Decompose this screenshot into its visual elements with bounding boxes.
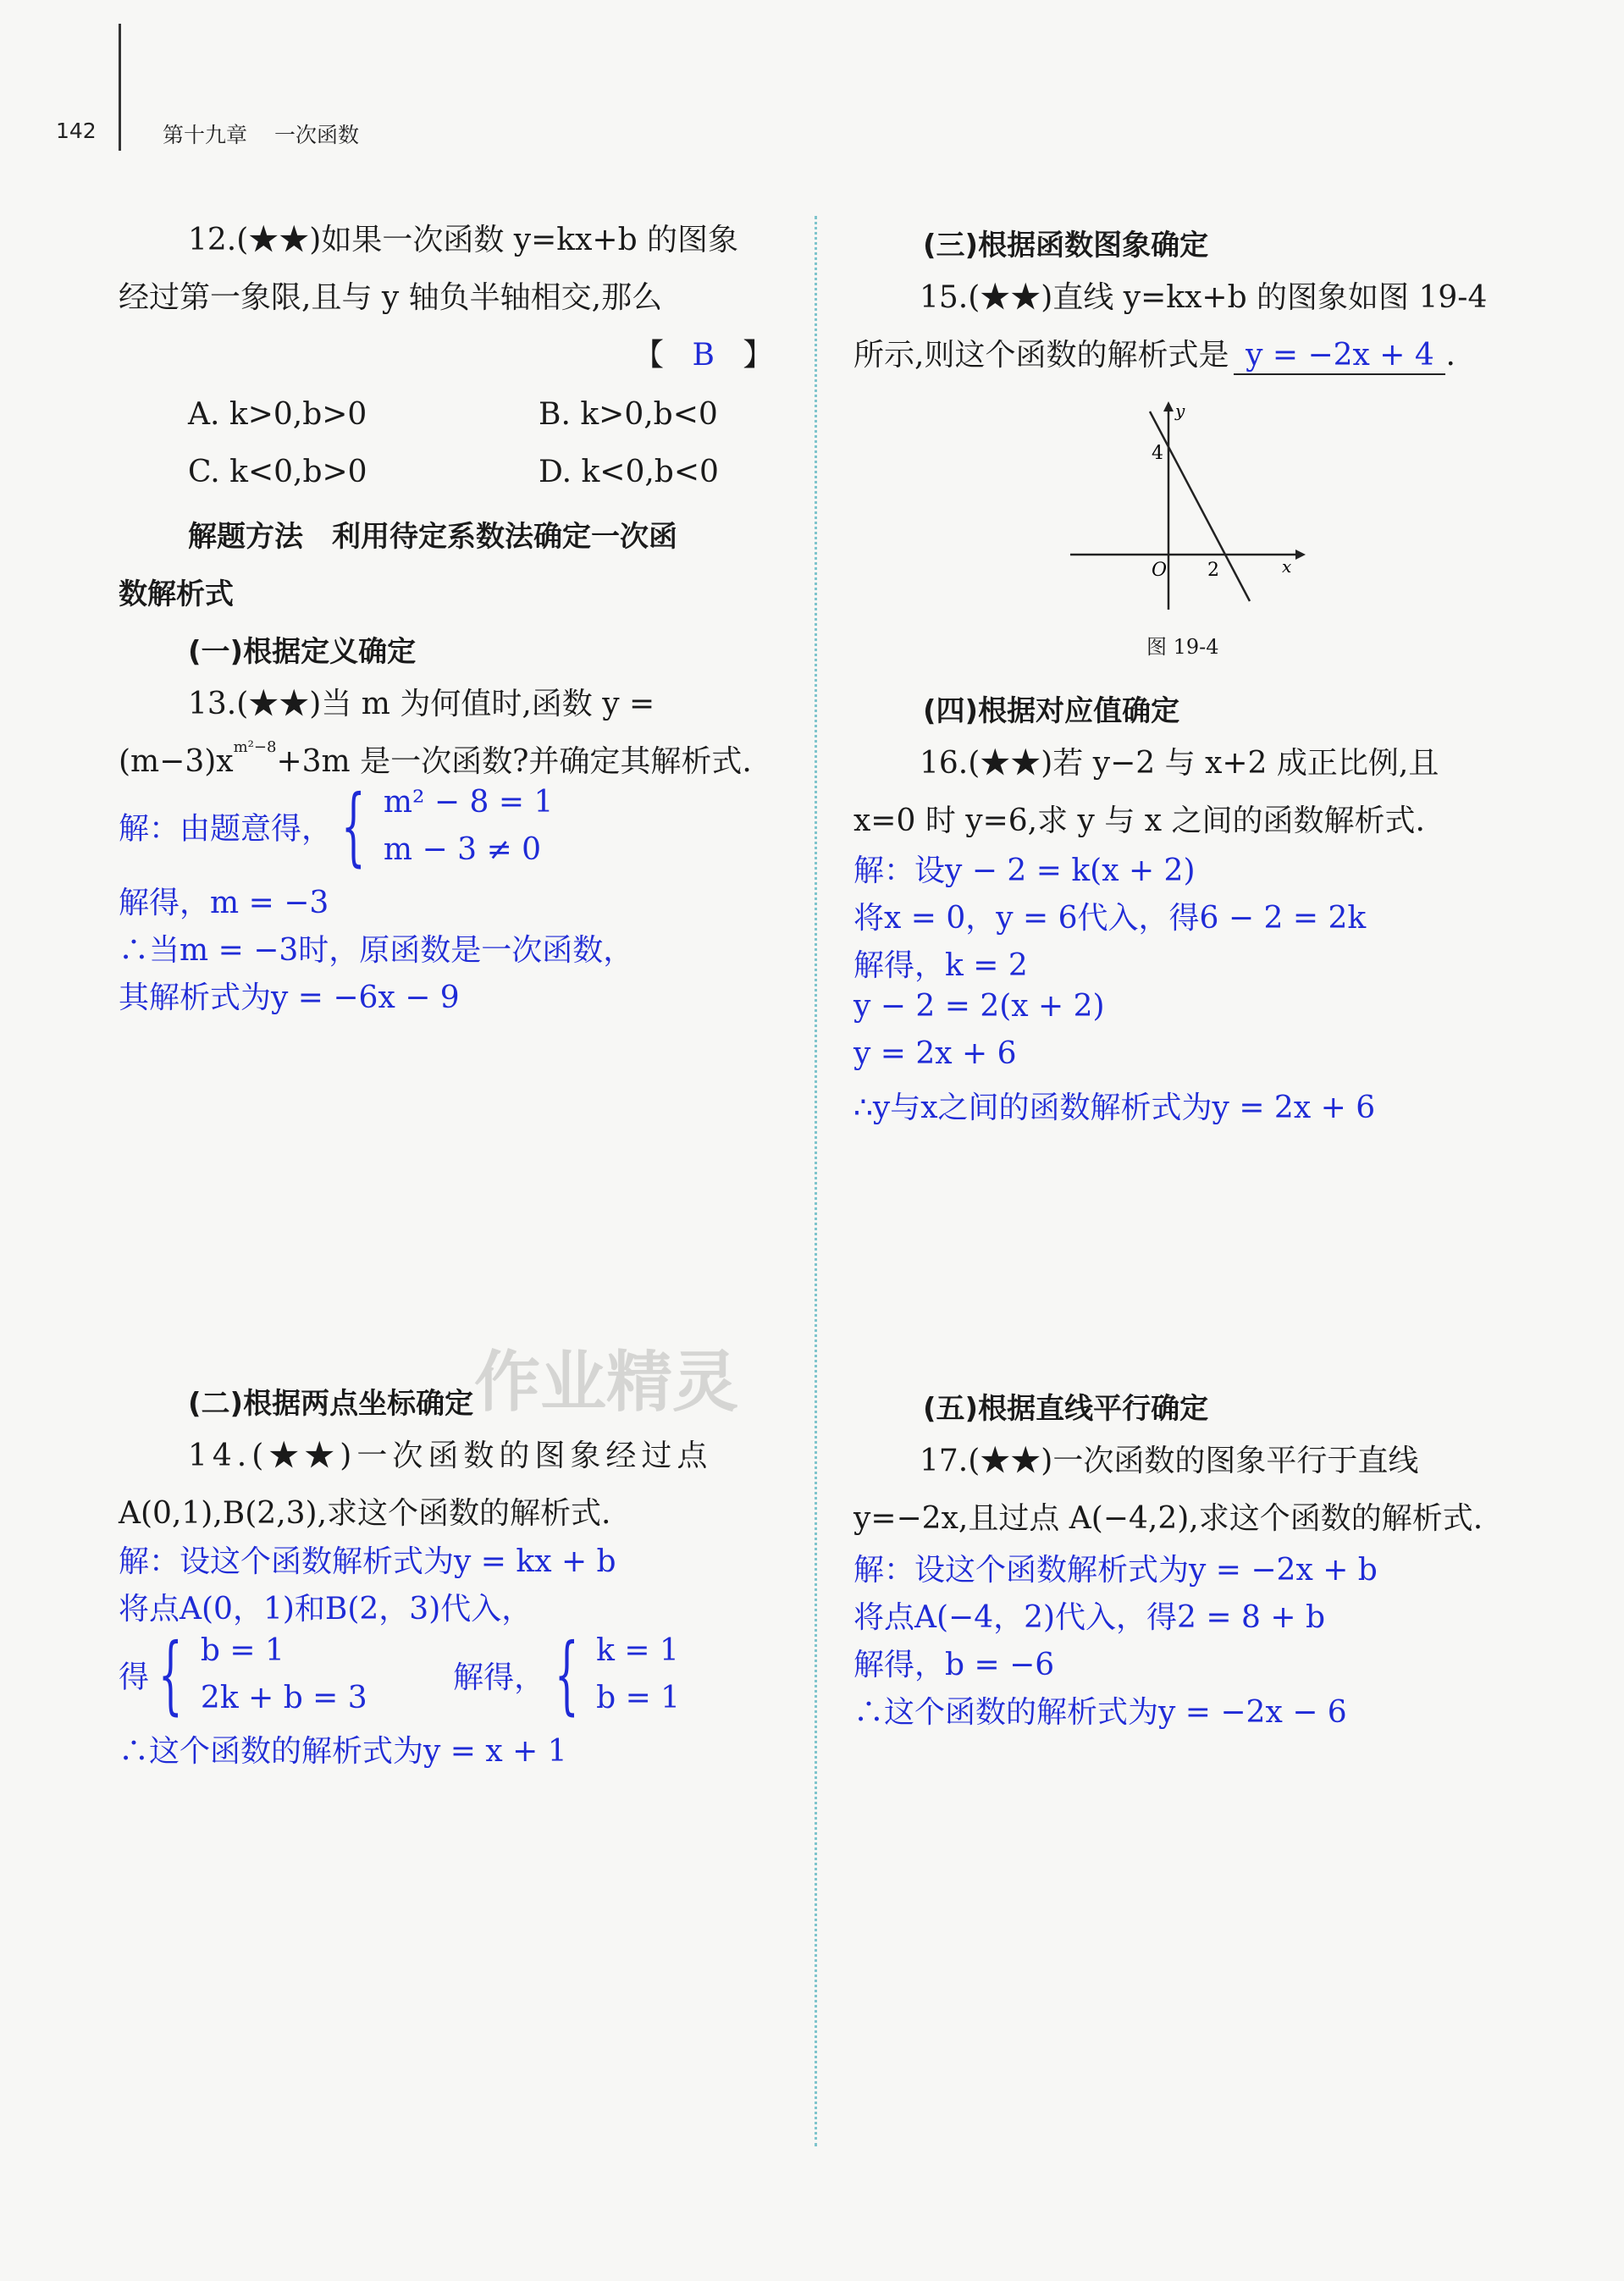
brace: { [341,776,367,875]
q12-option-b: B. k>0,b<0 [539,397,718,432]
q13-exponent: m²−8 [233,738,277,756]
q13-expr-b: +3m 是一次函数?并确定其解析式. [276,744,752,779]
q14-eqA1: b = 1 [200,1633,284,1668]
section-heading-4: (四)根据对应值确定 [923,694,1180,728]
q13-eq1: m² − 8 = 1 [383,785,554,820]
q17-stem-line1: 17.(★★)一次函数的图象平行于直线 [920,1444,1419,1478]
q14-stem-line2: A(0,1),B(2,3),求这个函数的解析式. [119,1496,611,1531]
q14-sol3-prefix: 得 [119,1660,150,1695]
chapter-topic: 一次函数 [273,123,359,147]
brace: { [158,1625,184,1724]
q13-sol4: 其解析式为y = −6x − 9 [119,980,460,1015]
method-line1: 解题方法 利用待定系数法确定一次函 [188,520,677,554]
q16-sol5: y = 2x + 6 [853,1036,1017,1071]
q14-system-b [596,1627,680,1722]
chapter-title [163,119,359,149]
q15-period: . [1445,338,1456,373]
section-heading-2: (二)根据两点坐标确定 [188,1387,474,1421]
q12-option-a: A. k>0,b>0 [188,397,367,432]
column-divider [815,216,817,2146]
x-axis-label: x [1282,556,1292,577]
q14-eqB2: b = 1 [596,1681,681,1715]
q14-sol3-mid: 解得， [453,1660,545,1695]
q14-sol4: ∴这个函数的解析式为y = x + 1 [119,1734,567,1769]
section-heading-5: (五)根据直线平行确定 [923,1392,1209,1426]
origin-label: O [1152,560,1168,581]
q12-stem-line2: 经过第一象限,且与 y 轴负半轴相交,那么 [119,280,663,315]
page-number: 142 [56,119,97,143]
x-axis-arrow [1295,550,1306,560]
q17-sol3: 解得，b = −6 [853,1648,1055,1682]
q13-stem-line1: 13.(★★)当 m 为何值时,函数 y = [188,687,655,721]
y-tick-label: 4 [1152,443,1163,464]
q12-answer: B [692,338,715,373]
q12-option-d: D. k<0,b<0 [539,455,719,489]
q14-eqB1: k = 1 [596,1633,679,1668]
q14-sol2: 将点A(0，1)和B(2，3)代入， [119,1592,533,1627]
y-axis-arrow [1163,401,1174,411]
brace: { [554,1625,579,1724]
q13-sol3: ∴当m = −3时，原函数是一次函数， [119,933,634,968]
q14-system-a [201,1627,367,1722]
y-axis-label: y [1175,400,1185,421]
q14-solution-systems [119,1627,680,1722]
q16-sol2: 将x = 0，y = 6代入，得6 − 2 = 2k [853,901,1367,936]
q13-expr-a: (m−3)x [119,744,234,779]
q13-sol2: 解得，m = −3 [119,886,329,920]
section-heading-3: (三)根据函数图象确定 [923,229,1209,262]
q14-sol1: 解：设这个函数解析式为y = kx + b [119,1544,616,1579]
q15-answer-blank [1234,337,1445,375]
chapter-label: 第十九章 [163,123,248,147]
watermark-center: 作业精灵 [474,1345,739,1421]
q17-stem-line2: y=−2x,且过点 A(−4,2),求这个函数的解析式. [853,1501,1483,1536]
q13-system [384,779,553,874]
q12-option-c: C. k<0,b>0 [188,455,367,489]
q15-stem-line2 [853,337,1456,375]
q12-stem-line1: 12.(★★)如果一次函数 y=kx+b 的图象 [188,223,739,257]
q12-answer-bracket [633,337,773,373]
section-heading-1: (一)根据定义确定 [188,635,417,669]
q17-sol1: 解：设这个函数解析式为y = −2x + b [853,1553,1378,1588]
q16-sol1: 解：设y − 2 = k(x + 2) [853,853,1196,888]
q15-stem-line1: 15.(★★)直线 y=kx+b 的图象如图 19-4 [920,280,1488,315]
header-rule [119,24,121,151]
q13-sol-intro: 解：由题意得， [119,811,333,847]
method-line2: 数解析式 [119,577,234,611]
q14-stem-line1: 14.(★★)一次函数的图象经过点 [188,1439,713,1473]
q16-sol6: ∴y与x之间的函数解析式为y = 2x + 6 [853,1091,1376,1125]
q17-sol4: ∴这个函数的解析式为y = −2x − 6 [853,1695,1347,1730]
q13-eq2: m − 3 ≠ 0 [383,832,541,867]
figure-caption: 图 19-4 [1146,635,1219,659]
q17-sol2: 将点A(−4，2)代入，得2 = 8 + b [853,1600,1326,1635]
q16-stem-line1: 16.(★★)若 y−2 与 x+2 成正比例,且 [920,746,1439,781]
q15-answer: y = −2x + 4 [1246,338,1434,373]
bracket-open: 【 [633,338,665,373]
q13-solution-system [119,776,554,875]
q16-stem-line2: x=0 时 y=6,求 y 与 x 之间的函数解析式. [853,804,1425,838]
x-tick-label: 2 [1207,560,1219,581]
q16-sol4: y − 2 = 2(x + 2) [853,989,1105,1024]
q14-eqA2: 2k + b = 3 [200,1681,367,1715]
q15-stem-text: 所示,则这个函数的解析式是 [853,338,1229,373]
q13-stem-line2 [119,738,752,780]
q16-sol3: 解得，k = 2 [853,948,1028,983]
figure-19-4 [1067,398,1321,618]
bracket-close: 】 [743,338,774,373]
